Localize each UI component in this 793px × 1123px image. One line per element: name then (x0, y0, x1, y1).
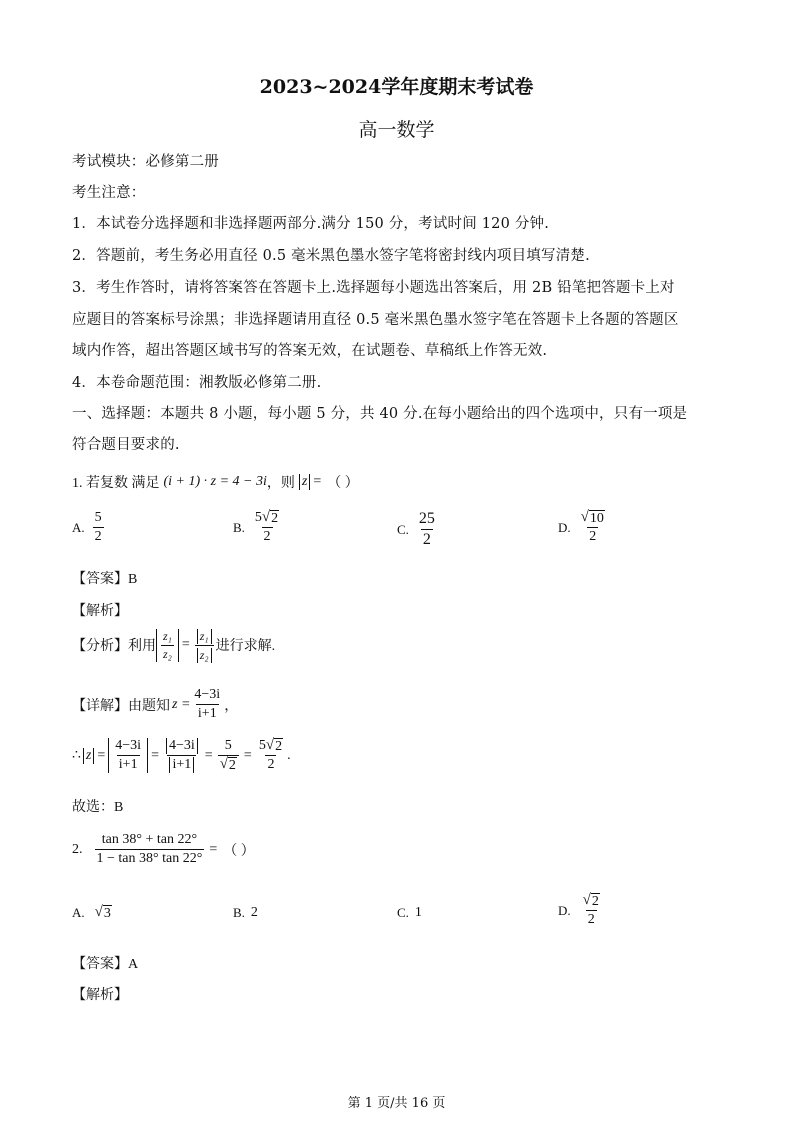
q1-analysis-prefix: 【分析】利用 (72, 639, 156, 655)
q1-option-b[interactable] (233, 510, 283, 545)
q1-option-d-radicand: 10 (589, 511, 604, 526)
q2-option-d-sqrt (583, 893, 600, 909)
note-item-3-line-3: 域内作答，超出答题区域书写的答案无效，在试题卷、草稿纸上作答无效. (72, 343, 548, 359)
q1-option-c-fraction (417, 510, 437, 549)
question-1-equation: (i + 1) · z = 4 − 3i (163, 474, 267, 489)
q1-option-a[interactable] (72, 510, 106, 545)
therefore-icon: ∴ (72, 748, 81, 764)
q1-option-a-num: 5 (94, 510, 102, 525)
note-item-3-line-2: 应题目的答案标号涂黑；非选择题请用直径 0.5 毫米黑色墨水签字笔在答题卡上各题的答题区 (72, 312, 679, 328)
q1-calc-eq-4: = (243, 747, 252, 763)
q1-option-d-label: D. (558, 519, 571, 535)
q1-option-d-num (579, 510, 607, 527)
q1-calc-frac-4-den: 2 (267, 757, 275, 773)
q2-option-d-label: D. (558, 902, 571, 918)
q1-calc-sqrt-den (220, 757, 237, 773)
q1-calc-abs-frac (108, 738, 148, 773)
sqrt-icon: √ (265, 737, 275, 754)
exam-module: 考试模块：必修第二册 (72, 154, 219, 170)
q1-option-b-den: 2 (263, 529, 271, 545)
q1-calc-final-coef: 5 (258, 738, 266, 754)
question-2-stem (72, 832, 255, 867)
q2-option-d-den: 2 (587, 912, 595, 928)
q1-option-b-fraction (253, 510, 281, 545)
note-item-1: 1．本试卷分选择题和非选择题两部分.满分 150 分，考试时间 120 分钟. (72, 216, 550, 232)
question-2-equals: = (209, 841, 218, 857)
q1-calc-abs-z: z (83, 748, 94, 764)
q2-option-b-label: B. (233, 905, 245, 920)
attention-heading: 考生注意： (72, 185, 146, 201)
question-1-equals: = (313, 474, 322, 489)
q1-select: 故选：B (72, 800, 124, 815)
q1-option-b-sqrt (262, 510, 279, 526)
q1-analysis-suffix: 进行求解. (215, 639, 276, 655)
q2-option-a-sqrt (95, 905, 112, 921)
q1-calc-frac-2-den-text: i+1 (169, 757, 194, 773)
sqrt-icon: √ (582, 892, 591, 908)
q2-option-d-num (581, 893, 602, 910)
q1-option-b-coef: 5 (254, 510, 262, 525)
q1-detail-frac (192, 687, 222, 722)
q1-detail-z: z = (172, 696, 191, 712)
q1-calc-frac-1 (113, 738, 143, 773)
q2-option-b[interactable] (233, 905, 258, 921)
q1-calc-frac-4-num (257, 738, 285, 755)
q2-option-c-label: C. (397, 905, 409, 920)
q1-calc-frac-3-den (218, 755, 239, 773)
q1-option-b-radicand: 2 (271, 511, 279, 526)
q1-option-c[interactable] (397, 510, 439, 549)
exam-subtitle: 高一数学 (358, 119, 435, 141)
sqrt-icon: √ (261, 509, 271, 525)
section-heading-line-1: 一、选择题：本题共 8 小题，每小题 5 分，共 40 分.在每小题给出的四个选项中，只有一项是 (72, 406, 688, 422)
q1-detail-end: ， (224, 698, 239, 714)
q2-option-a-label: A. (72, 905, 85, 921)
q2-option-c[interactable] (397, 905, 422, 921)
question-2-denominator: 1 − tan 38° tan 22° (96, 851, 203, 866)
q1-calc-period: . (287, 747, 291, 763)
q2-analysis-head: 【解析】 (72, 988, 128, 1003)
q1-calc-sqrt-den-radicand: 2 (228, 758, 236, 774)
q1-calc-frac-1-den: i+1 (118, 757, 138, 773)
q1-analysis-lhs-den: z₂ (163, 646, 172, 661)
q1-option-c-den: 2 (422, 531, 431, 548)
section-heading-line-2: 符合题目要求的. (72, 437, 180, 453)
q1-option-a-den: 2 (94, 529, 102, 544)
q1-analysis-rhs-den (195, 645, 214, 663)
q1-calc-frac-2-num (164, 738, 200, 755)
q1-calc-eq-2: = (151, 747, 159, 763)
q1-calc-frac-2 (164, 738, 200, 773)
q1-calc-eq-1: = (97, 747, 106, 763)
q1-option-d-fraction (579, 510, 607, 545)
q2-option-c-value: 1 (414, 905, 422, 920)
q2-option-d[interactable] (558, 893, 604, 928)
q1-calc-final-sqrt (266, 738, 283, 754)
question-1-then: ，则 (266, 476, 295, 491)
question-1-stem (72, 472, 359, 492)
q1-analysis (72, 628, 275, 663)
q1-analysis-lhs (156, 629, 179, 662)
q1-option-b-num (253, 510, 281, 527)
q1-detail-prefix: 【详解】由题知 (72, 698, 170, 714)
q1-option-d-sqrt (581, 510, 605, 526)
q2-option-d-radicand: 2 (591, 894, 599, 909)
q1-analysis-lhs-frac (161, 629, 174, 662)
note-item-4: 4．本卷命题范围：湘教版必修第二册. (72, 375, 322, 391)
q1-option-c-num: 25 (418, 510, 435, 527)
q1-calc-frac-4 (257, 738, 285, 773)
q1-answer: 【答案】B (72, 572, 138, 587)
note-item-3-line-1: 3．考生作答时，请将答案答在答题卡上.选择题每小题选出答案后，用 2B 铅笔把答题卡上对 (72, 280, 675, 296)
note-item-2: 2．答题前，考生务必用直径 0.5 毫米黑色墨水签字笔将密封线内项目填写清楚. (72, 248, 590, 264)
question-2-number: 2. (72, 841, 83, 857)
q1-calc-frac-3-num: 5 (224, 738, 232, 754)
q1-option-d-den: 2 (589, 529, 597, 545)
q1-calc-frac-2-den (167, 755, 196, 773)
q1-calc-frac-3 (218, 738, 239, 773)
page-footer: 第 1 页/共 16 页 (347, 1096, 446, 1111)
q1-calc-final-radicand: 2 (275, 739, 283, 755)
q1-detail-den: i+1 (197, 706, 217, 721)
question-2-numerator: tan 38° + tan 22° (101, 832, 198, 847)
exam-title: 2023~2024学年度期末考试卷 (259, 76, 534, 98)
q2-option-d-fraction (581, 893, 602, 928)
q1-analysis-lhs-num: z₁ (163, 628, 172, 643)
q1-calc-frac-1-num: 4−3i (115, 738, 142, 754)
sqrt-icon: √ (94, 904, 103, 920)
q1-option-b-label: B. (233, 519, 245, 535)
question-1-modulus: z (299, 474, 310, 490)
q1-analysis-rhs-frac (195, 628, 214, 663)
q1-analysis-rhs-num-text: z₁ (197, 629, 212, 644)
q1-detail-num: 4−3i (194, 687, 221, 702)
q1-analysis-rhs-num (195, 628, 214, 645)
q2-option-a-radicand: 3 (103, 906, 111, 921)
q2-answer: 【答案】A (72, 957, 139, 972)
q1-analysis-head: 【解析】 (72, 604, 128, 619)
q1-calculation (72, 738, 291, 773)
q2-option-b-value: 2 (250, 905, 258, 920)
q1-analysis-rhs-den-text: z₂ (197, 648, 212, 663)
q1-option-d[interactable] (558, 510, 609, 545)
q2-option-a[interactable] (72, 905, 112, 921)
question-1-prefix: 1. 若复数 满足 (72, 476, 160, 491)
question-2-paren: （ ） (223, 843, 255, 859)
q1-option-c-label: C. (397, 521, 409, 537)
q1-calc-frac-2-num-text: 4−3i (166, 738, 198, 754)
q1-analysis-equals: = (181, 637, 190, 653)
question-2-fraction (95, 832, 205, 867)
q1-option-a-fraction (93, 510, 104, 545)
q1-calc-eq-3: = (204, 747, 213, 763)
sqrt-icon: √ (219, 756, 228, 773)
sqrt-icon: √ (580, 509, 589, 525)
q1-option-a-label: A. (72, 519, 85, 535)
q1-detail (72, 687, 238, 722)
question-1-paren: （ ） (327, 476, 359, 491)
